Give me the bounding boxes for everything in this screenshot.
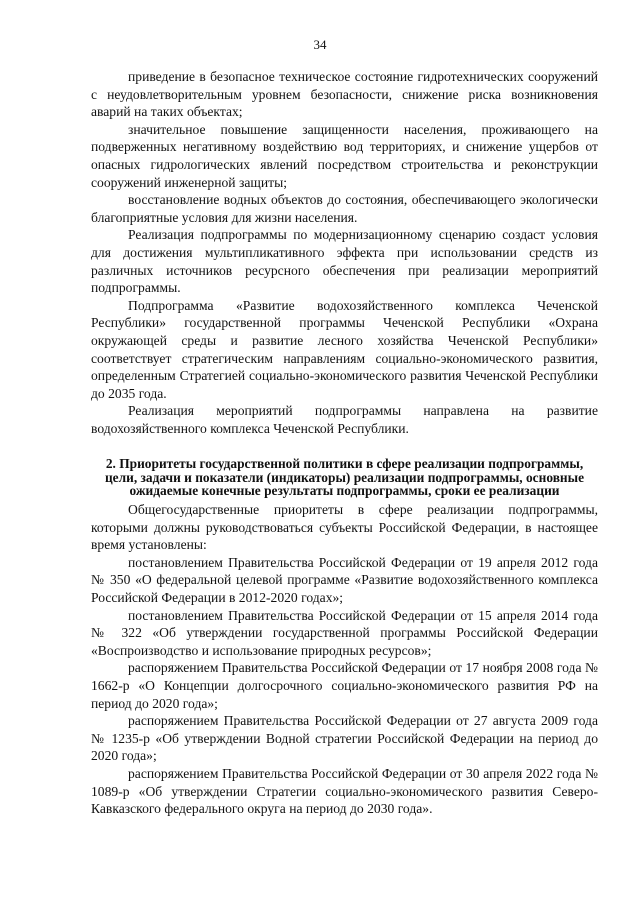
paragraph: Реализация подпрограммы по модернизационному сценарию создаст условия для достижения мультипликативного эффекта при использовании средств из различных источников ресурсного обеспечения при реализации мероприятий подпрограммы.	[91, 227, 598, 296]
paragraph: постановлением Правительства Российской Федерации от 15 апреля 2014 года № 322 «Об утверждении государственной программы Российской Федерации «Воспроизводство и использование природных ресурсов»;	[91, 607, 598, 658]
paragraph: Подпрограмма «Развитие водохозяйственного комплекса Чеченской Республики» государственной программы Чеченской Республики «Охрана окружающей среды и развитие лесного хозяйства Чеченской Республики» соответствует стратегическим направлениям социально-экономического развития, определенным Стратегией социально-экономического развития Чеченской Республики до 2035 года.	[91, 297, 598, 401]
section-heading: 2. Приоритеты государственной политики в сфере реализации подпрограммы, цели, задачи и показатели (индикаторы) реализации подпрограммы, основные ожидаемые конечные результаты подпрограммы, сроки ее реализации	[104, 456, 585, 498]
paragraph: значительное повышение защищенности населения, проживающего на подверженных негативному воздействию вод территориях, и снижение ущербов от опасных гидрологических явлений посредством строительства и реконструкции сооружений инженерной защиты;	[91, 121, 598, 190]
page-number: 34	[313, 37, 327, 52]
page-content	[91, 68, 598, 818]
paragraph: распоряжением Правительства Российской Федерации от 27 августа 2009 года № 1235-р «Об утверждении Водной стратегии Российской Федерации на период до 2020 года»;	[91, 713, 598, 764]
paragraph: распоряжением Правительства Российской Федерации от 30 апреля 2022 года № 1089-р «Об утверждении Стратегии социально-экономического развития Северо-Кавказского федерального округа на период до 2030 года».	[91, 765, 598, 817]
paragraph: распоряжением Правительства Российской Федерации от 17 ноября 2008 года № 1662-р «О Концепции долгосрочного социально-экономического развития РФ на период до 2020 года»;	[91, 660, 598, 711]
paragraph: Общегосударственные приоритеты в сфере реализации подпрограммы, которыми должны руководствоваться субъекты Российской Федерации, в настоящее время установлены:	[91, 502, 598, 553]
paragraph: Реализация мероприятий подпрограммы направлена на развитие водохозяйственного комплекса Чеченской Республики.	[91, 403, 598, 436]
paragraph: постановлением Правительства Российской Федерации от 19 апреля 2012 года № 350 «О федеральной целевой программе «Развитие водохозяйственного комплекса Российской Федерации в 2012-2020 годах»;	[91, 554, 598, 606]
paragraph: восстановление водных объектов до состояния, обеспечивающего экологически благоприятные условия для жизни населения.	[91, 192, 598, 225]
paragraph: приведение в безопасное техническое состояние гидротехнических сооружений с неудовлетворительным уровнем безопасности, снижение риска возникновения аварий на таких объектах;	[91, 69, 598, 120]
